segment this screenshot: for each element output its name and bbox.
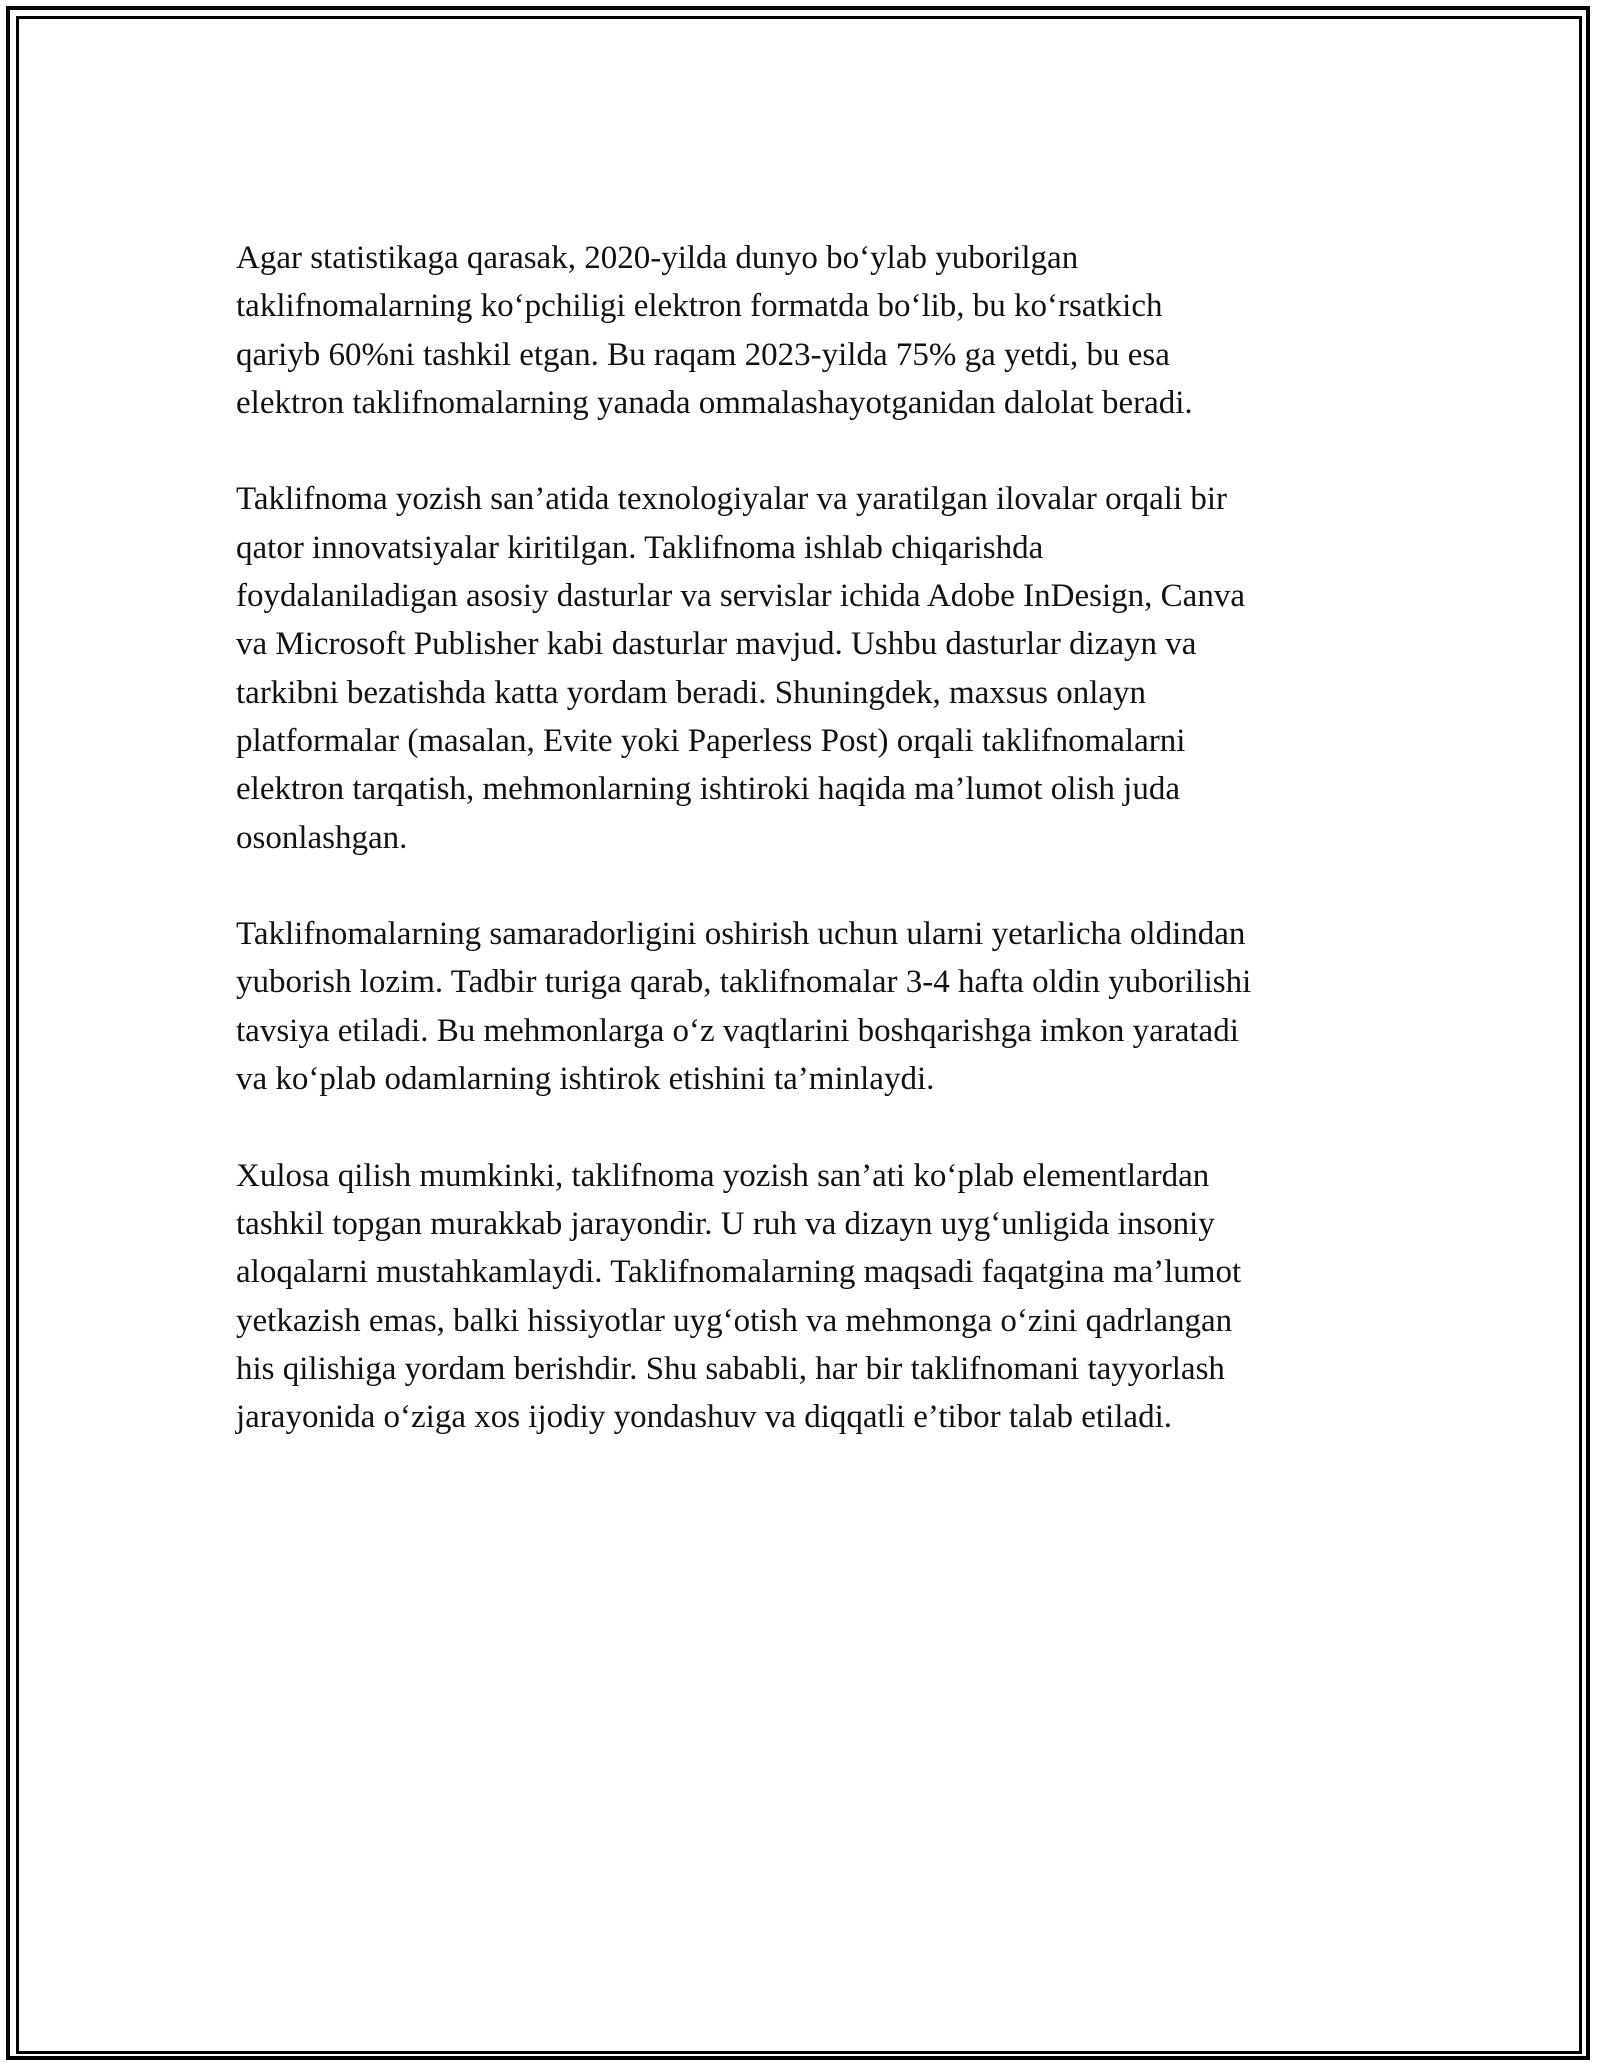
document-body xyxy=(236,234,1376,1490)
paragraph-technologies: Taklifnoma yozish san’atida texnologiyalar va yaratilgan ilovalar orqali bir qator innovatsiyalar kiritilgan. Taklifnoma ishlab chiqarishda foydalaniladigan asosiy dasturlar va servislar ichida Adobe InDesign, Canva va Microsoft Publisher kabi dasturlar mavjud. Ushbu dasturlar dizayn va tarkibni bezatishda katta yordam beradi. Shuningdek, maxsus onlayn platformalar (masalan, Evite yoki Paperless Post) orqali taklifnomalarni elektron tarqatish, mehmonlarning ishtiroki haqida ma’lumot olish juda osonlashgan. xyxy=(236,481,1245,856)
paragraph-statistics: Agar statistikaga qarasak, 2020-yilda dunyo bo‘ylab yuborilgan taklifnomalarning ko‘pchiligi elektron formatda bo‘lib, bu ko‘rsatkich qariyb 60%ni tashkil etgan. Bu raqam 2023-yilda 75% ga yetdi, bu esa elektron taklifnomalarning yanada ommalashayotganidan dalolat beradi. xyxy=(236,240,1193,421)
paragraph-effectiveness: Taklifnomalarning samaradorligini oshirish uchun ularni yetarlicha oldindan yuborish lozim. Tadbir turiga qarab, taklifnomalar 3-4 hafta oldin yuborilishi tavsiya etiladi. Bu mehmonlarga o‘z vaqtlarini boshqarishga imkon yaratadi va ko‘plab odamlarning ishtirok etishini ta’minlaydi. xyxy=(236,916,1252,1098)
paragraph-conclusion: Xulosa qilish mumkinki, taklifnoma yozish san’ati ko‘plab elementlardan tashkil topgan murakkab jarayondir. U ruh va dizayn uyg‘unligida insoniy aloqalarni mustahkamlaydi. Taklifnomalarning maqsadi faqatgina ma’lumot yetkazish emas, balki hissiyotlar uyg‘otish va mehmonga o‘zini qadrlangan his qilishiga yordam berishdir. Shu sababli, har bir taklifnomani tayyorlash jarayonida o‘ziga xos ijodiy yondashuv va diqqatli e’tibor talab etiladi. xyxy=(236,1157,1242,1436)
